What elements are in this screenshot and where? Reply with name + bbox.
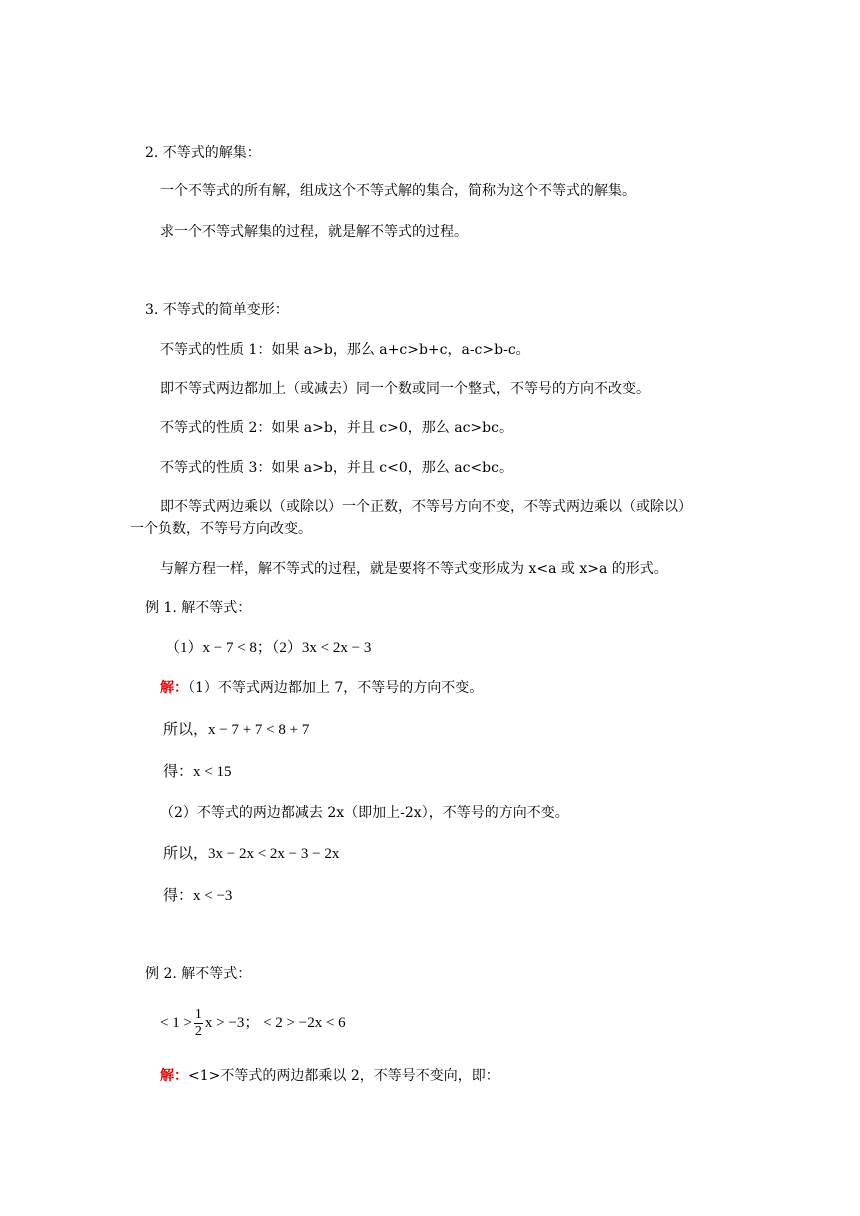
- example-1-result-2: 得：x < −3: [163, 888, 233, 904]
- fraction-numerator: 1: [194, 1007, 202, 1023]
- example-1-result-1: 得：x < 15: [163, 764, 232, 780]
- solution-label: 解：: [160, 680, 188, 696]
- example-2-suffix: x > −3； < 2 > −2x < 6: [204, 1015, 346, 1031]
- example-2-problems: [160, 1004, 346, 1042]
- example-1-problems: （1）x − 7 < 8；（2）3x < 2x − 3: [165, 640, 372, 656]
- example-2-title: 例 2. 解不等式：: [145, 966, 252, 982]
- property-3: 不等式的性质 3：如果 a>b，并且 c<0，那么 ac<bc。: [160, 460, 513, 476]
- example-1-step-2: 所以，3x − 2x < 2x − 3 − 2x: [163, 846, 340, 862]
- fraction-one-half: [194, 1007, 203, 1040]
- property-1: 不等式的性质 1：如果 a>b，那么 a+c>b+c，a-c>b-c。: [160, 342, 530, 358]
- example-2-prefix: < 1 >: [160, 1015, 192, 1031]
- section-2-paragraph-2: 求一个不等式解集的过程，就是解不等式的过程。: [160, 224, 468, 240]
- example-1-solution-line: [160, 678, 483, 698]
- solving-goal: 与解方程一样，解不等式的过程，就是要将不等式变形成为 x<a 或 x>a 的形式。: [160, 561, 668, 577]
- example-1-step-1: 所以，x − 7 + 7 < 8 + 7: [163, 722, 310, 738]
- section-2-paragraph-1: 一个不等式的所有解，组成这个不等式解的集合，简称为这个不等式的解集。: [160, 183, 636, 199]
- example-1-solution-2: （2）不等式的两边都减去 2x（即加上-2x），不等号的方向不变。: [160, 805, 569, 821]
- property-2-3-explanation-line-2: 一个负数，不等号方向改变。: [130, 521, 312, 537]
- solution-label-2: 解：: [160, 1068, 188, 1084]
- fraction-denominator: 2: [194, 1024, 202, 1040]
- section-3-heading: 3. 不等式的简单变形：: [145, 302, 289, 318]
- example-2-solution-line: [160, 1066, 500, 1086]
- example-2-solution-1: <1>不等式的两边都乘以 2，不等号不变向，即：: [188, 1068, 500, 1084]
- property-1-explanation: 即不等式两边都加上（或减去）同一个数或同一个整式，不等号的方向不改变。: [160, 381, 650, 397]
- section-2-heading: 2. 不等式的解集：: [145, 145, 261, 161]
- example-1-title: 例 1. 解不等式：: [145, 600, 252, 616]
- property-2: 不等式的性质 2：如果 a>b，并且 c>0，那么 ac>bc。: [160, 420, 513, 436]
- property-2-3-explanation-line-1: 即不等式两边乘以（或除以）一个正数，不等号方向不变，不等式两边乘以（或除以）: [160, 499, 692, 515]
- example-1-solution-1: （1）不等式两边都加上 7，不等号的方向不变。: [188, 680, 484, 696]
